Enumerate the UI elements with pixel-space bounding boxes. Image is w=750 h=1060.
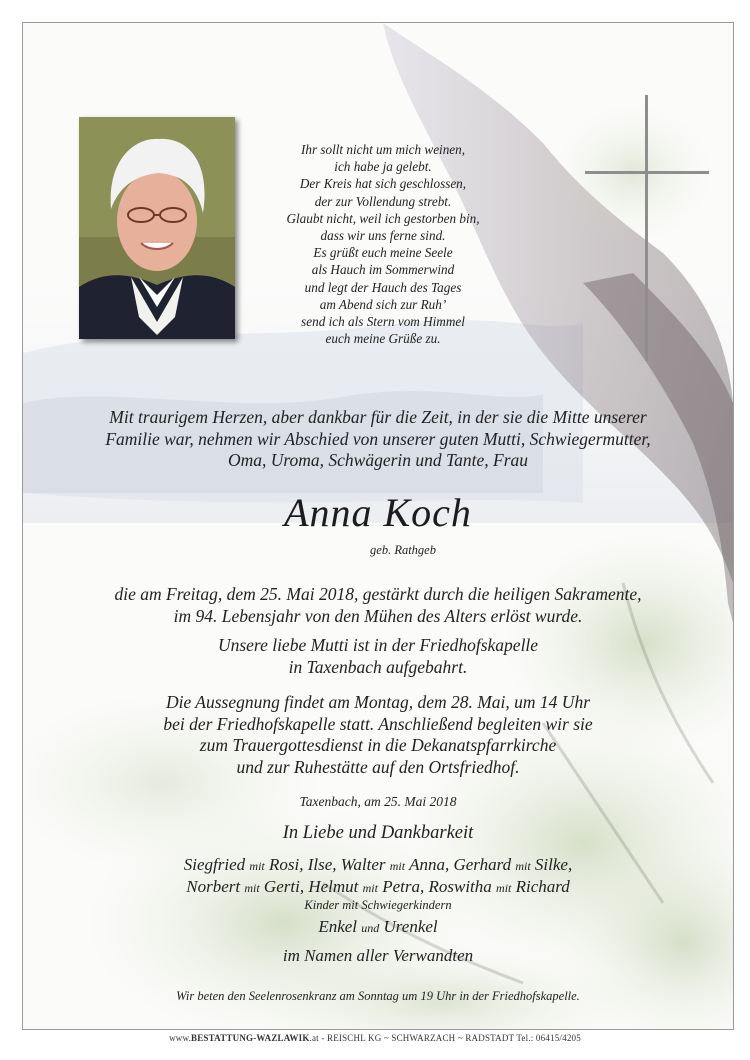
deceased-portrait-photo bbox=[79, 117, 235, 339]
relatives-line: im Namen aller Verwandten bbox=[282, 946, 474, 965]
intro-line: Mit traurigem Herzen, aber dankbar für die Zeit, in der sie die Mitte unserer bbox=[109, 407, 647, 427]
mourner-name: Ilse bbox=[307, 855, 333, 874]
mourner-partner: Petra bbox=[382, 876, 420, 896]
footer-website-tld: .at bbox=[309, 1033, 319, 1043]
obituary-card bbox=[22, 22, 734, 1030]
poem bbox=[263, 141, 503, 347]
mourner-partner: Silke bbox=[534, 855, 568, 874]
footer-website-prefix: www. bbox=[169, 1033, 192, 1043]
mourner-conjunction: mit bbox=[244, 880, 260, 895]
mourner-name: Helmut bbox=[308, 876, 359, 896]
grandchildren-line bbox=[53, 917, 703, 939]
ceremony-notice bbox=[63, 692, 693, 778]
ceremony-line: bei der Friedhofskapelle statt. Anschließend begleiten wir sie bbox=[163, 713, 593, 734]
intro-text bbox=[63, 407, 693, 472]
intro-line: Oma, Uroma, Schwägerin und Tante, Frau bbox=[227, 450, 529, 470]
mourner-conjunction: mit bbox=[515, 859, 531, 873]
children-caption: Kinder mit Schwiegerkindern bbox=[304, 898, 452, 912]
cross-icon bbox=[585, 95, 709, 361]
mourner-partner: Anna bbox=[409, 855, 445, 874]
death-notice bbox=[53, 584, 703, 627]
death-notice-line: im 94. Lebensjahr von den Mühen des Alters erlöst wurde. bbox=[173, 605, 583, 626]
mourner-name: Siegfried bbox=[183, 855, 246, 874]
laid-out-line: Unsere liebe Mutti ist in der Friedhofskapelle bbox=[217, 635, 539, 655]
footer-website-brand: BESTATTUNG-WAZLAWIK bbox=[191, 1033, 310, 1043]
laid-out-line: in Taxenbach aufgebahrt. bbox=[288, 656, 468, 677]
poem-line: euch meine Grüße zu. bbox=[325, 331, 441, 347]
ceremony-line: Die Aussegnung findet am Montag, dem 28. Mai, um 14 Uhr bbox=[165, 692, 591, 712]
funeral-home-footer bbox=[0, 1033, 750, 1043]
poem-line: ich habe ja gelebt. bbox=[334, 159, 432, 175]
mourner-conjunction: mit bbox=[389, 859, 406, 873]
mourner-name: Norbert bbox=[186, 876, 241, 896]
rosary-notice: Wir beten den Seelenrosenkranz am Sonntag um 19 Uhr in der Friedhofskapelle. bbox=[176, 989, 580, 1003]
grandchildren-conjunction: und bbox=[361, 921, 380, 935]
mourners-line: Norbert mit Gerti, Helmut mit Petra, Roswitha mit Richard bbox=[186, 876, 570, 896]
poem-line: und legt der Hauch des Tages bbox=[304, 279, 462, 295]
mourner-partner: Rosi bbox=[269, 855, 300, 874]
mourner-name: Roswitha bbox=[428, 876, 492, 896]
mourner-name: Gerhard bbox=[453, 855, 512, 874]
poem-line: Glaubt nicht, weil ich gestorben bin, bbox=[286, 210, 480, 226]
deceased-name: Anna Koch bbox=[284, 490, 472, 535]
death-notice-line: die am Freitag, dem 25. Mai 2018, gestärkt durch die heiligen Sakramente, bbox=[114, 584, 642, 604]
maiden-name: geb. Rathgeb bbox=[370, 543, 436, 557]
laid-out-notice bbox=[103, 635, 653, 678]
place-and-date: Taxenbach, am 25. Mai 2018 bbox=[299, 794, 457, 809]
poem-line: Es grüßt euch meine Seele bbox=[313, 245, 453, 261]
poem-line: dass wir uns ferne sind. bbox=[320, 228, 446, 244]
ceremony-line: zum Trauergottesdienst in die Dekanatspfarrkirche bbox=[199, 735, 557, 755]
poem-line: send ich als Stern vom Himmel bbox=[301, 314, 465, 330]
footer-company: - REISCHL KG ~ SCHWARZACH ~ RADSTADT Tel.: 06415/4205 bbox=[318, 1033, 581, 1043]
closing-phrase: In Liebe und Dankbarkeit bbox=[282, 823, 474, 843]
mourner-name: Walter bbox=[340, 855, 386, 874]
mourner-conjunction: mit bbox=[249, 859, 265, 873]
mourners-line: Siegfried mit Rosi, Ilse, Walter mit Anna, Gerhard mit Silke, bbox=[183, 855, 573, 874]
poem-line: Der Kreis hat sich geschlossen, bbox=[299, 176, 467, 192]
ceremony-line: und zur Ruhestätte auf den Ortsfriedhof. bbox=[236, 756, 520, 777]
grandchildren: Enkel bbox=[318, 917, 358, 936]
poem-line: als Hauch im Sommerwind bbox=[311, 262, 455, 278]
great-grandchildren: Urenkel bbox=[383, 917, 438, 936]
intro-line: Familie war, nehmen wir Abschied von unserer guten Mutti, Schwiegermutter, bbox=[105, 428, 651, 449]
poem-line: der zur Vollendung strebt. bbox=[314, 193, 452, 209]
poem-line: am Abend sich zur Ruh’ bbox=[319, 296, 447, 312]
mourner-partner: Richard bbox=[515, 876, 570, 896]
poem-line: Ihr sollt nicht um mich weinen, bbox=[300, 142, 466, 157]
mourner-partner: Gerti bbox=[263, 876, 300, 896]
mourner-conjunction: mit bbox=[362, 880, 378, 895]
mourners-list bbox=[53, 855, 703, 939]
mourner-conjunction: mit bbox=[496, 880, 512, 895]
